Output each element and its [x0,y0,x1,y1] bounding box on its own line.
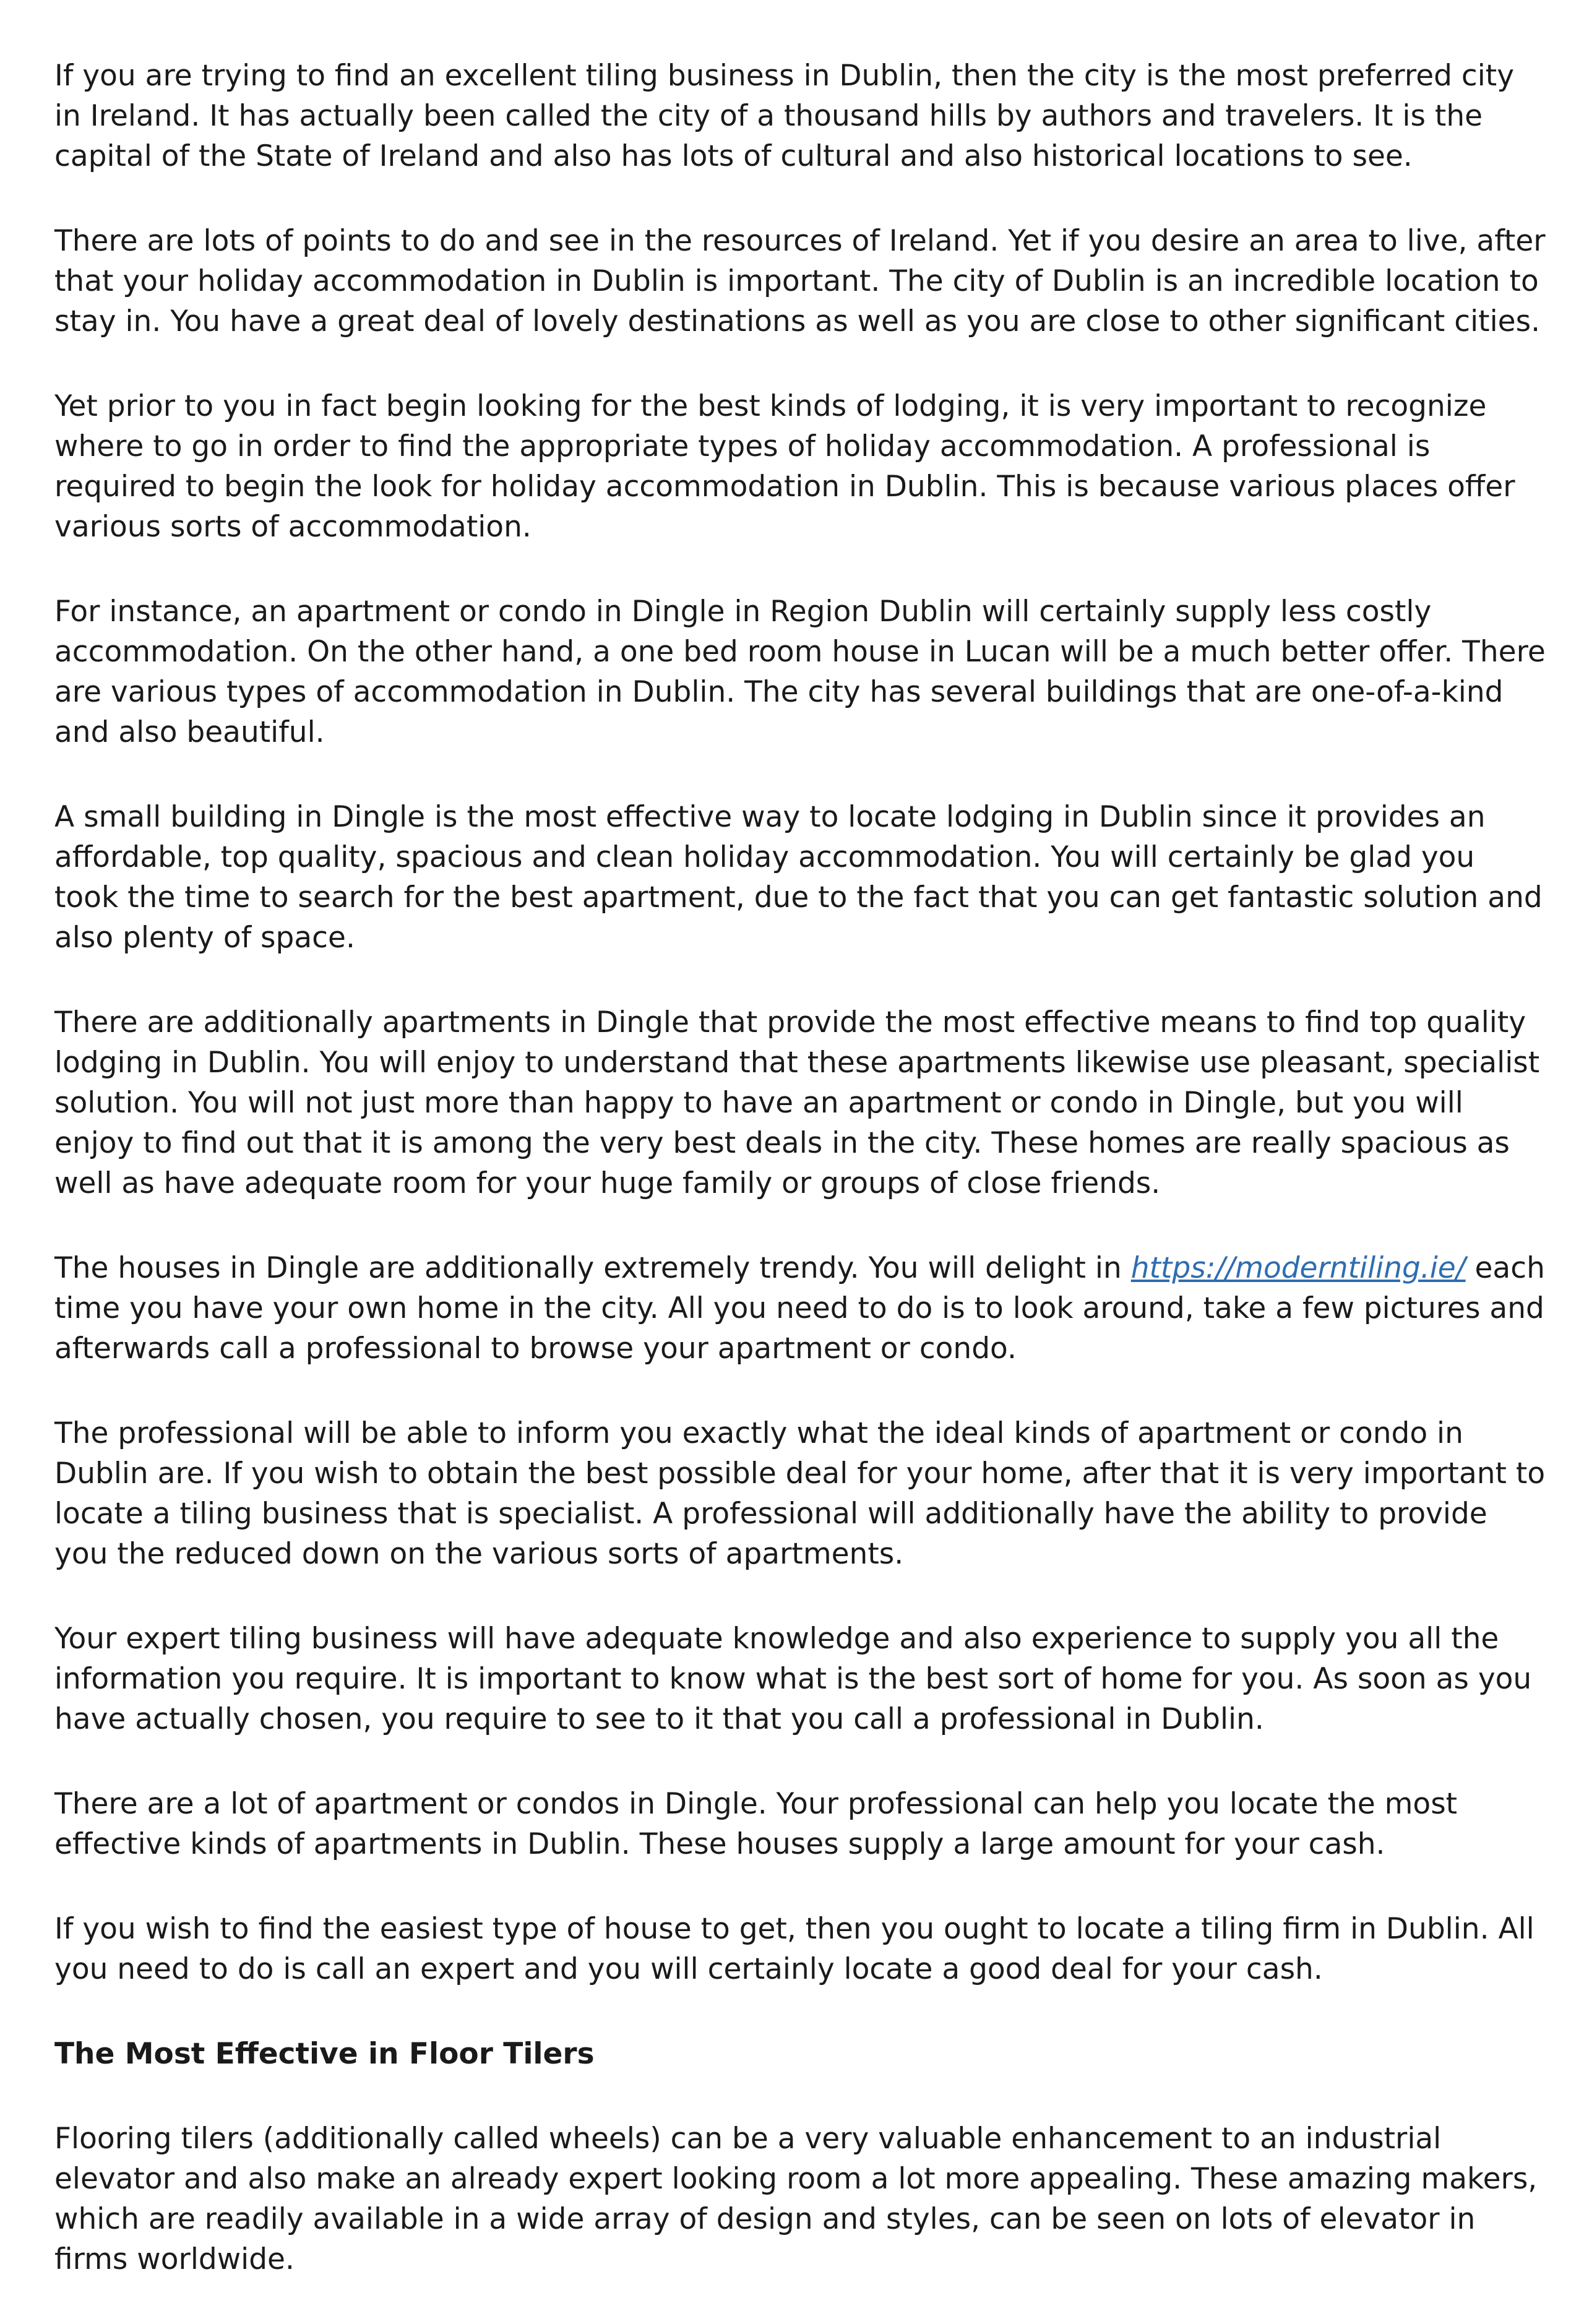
paragraph-4: For instance, an apartment or condo in Dingle in Region Dublin will certainly supply less costly accommodation. On the other hand, a one bed room house in Lucan will be a much better offer. There are various types of accommodation in Dublin. The city has several buildings that are one-of-a-kind and also beautiful. [54,595,1546,749]
paragraph-10: There are a lot of apartment or condos in Dingle. Your professional can help you locate the most effective kinds of apartments in Dublin. These houses supply a large amount for your cash. [54,1787,1458,1861]
paragraph-1: If you are trying to find an excellent tiling business in Dublin, then the city is the most preferred city in Ireland. It has actually been called the city of a thousand hills by authors and travelers. It is the capital of the State of Ireland and also has lots of cultural and also historical locations to see. [54,59,1515,173]
paragraph-6: There are additionally apartments in Dingle that provide the most effective means to find top quality lodging in Dublin. You will enjoy to understand that these apartments likewise use pleasant, specialist solution. You will not just more than happy to have an apartment or condo in Dingle, but you will enjoy to find out that it is among the very best deals in the city. These homes are really spacious as well as have adequate room for your huge family or groups of close friends. [54,1005,1540,1200]
paragraph-8: The professional will be able to inform you exactly what the ideal kinds of apartment or condo in Dublin are. If you wish to obtain the best possible deal for your home, after that it is very important to locate a tiling business that is specialist. A professional will additionally have the ability to provide you the reduced down on the various sorts of apartments. [54,1416,1546,1571]
paragraph-12: Flooring tilers (additionally called wheels) can be a very valuable enhancement to an industrial elevator and also make an already expert looking room a lot more appealing. These amazing makers, which are readily available in a wide array of design and styles, can be seen on lots of elevator in firms worldwide. [54,2122,1538,2276]
paragraph-2: There are lots of points to do and see in the resources of Ireland. Yet if you desire an area to live, after that your holiday accommodation in Dublin is important. The city of Dublin is an incredible location to stay in. You have a great deal of lovely destinations as well as you are close to other significant cities. [54,224,1546,338]
paragraph-7-text-after: each time you have your own home in the city. All you need to do is to look around, take a few pictures and afterwards call a professional to browse your apartment or condo. [54,1251,1545,1366]
paragraph-3: Yet prior to you in fact begin looking for the best kinds of lodging, it is very important to recognize where to go in order to find the appropriate types of holiday accommodation. A professional is required to begin the look for holiday accommodation in Dublin. This is because various places offer various sorts of accommodation. [54,389,1515,544]
paragraph-11: If you wish to find the easiest type of house to get, then you ought to locate a tiling firm in Dublin. All you need to do is call an expert and you will certainly locate a good deal for your cash. [54,1912,1534,1986]
document-body [54,56,1546,2324]
section-heading: The Most Effective in Floor Tilers [54,2037,595,2071]
paragraph-5: A small building in Dingle is the most effective way to locate lodging in Dublin since it provides an affordable, top quality, spacious and clean holiday accommodation. You will certainly be glad you took the time to search for the best apartment, due to the fact that you can get fantastic solution and also plenty of space. [54,800,1543,955]
paragraph-7-text-before: The houses in Dingle are additionally extremely trendy. You will delight in [54,1251,1131,1285]
moderntiling-link[interactable]: https://moderntiling.ie/ [1130,1251,1466,1285]
paragraph-9: Your expert tiling business will have adequate knowledge and also experience to supply you all the information you require. It is important to know what is the best sort of home for you. As soon as you have actually chosen, you require to see to it that you call a professional in Dublin. [54,1622,1532,1736]
paragraph-7 [54,1248,1546,1369]
